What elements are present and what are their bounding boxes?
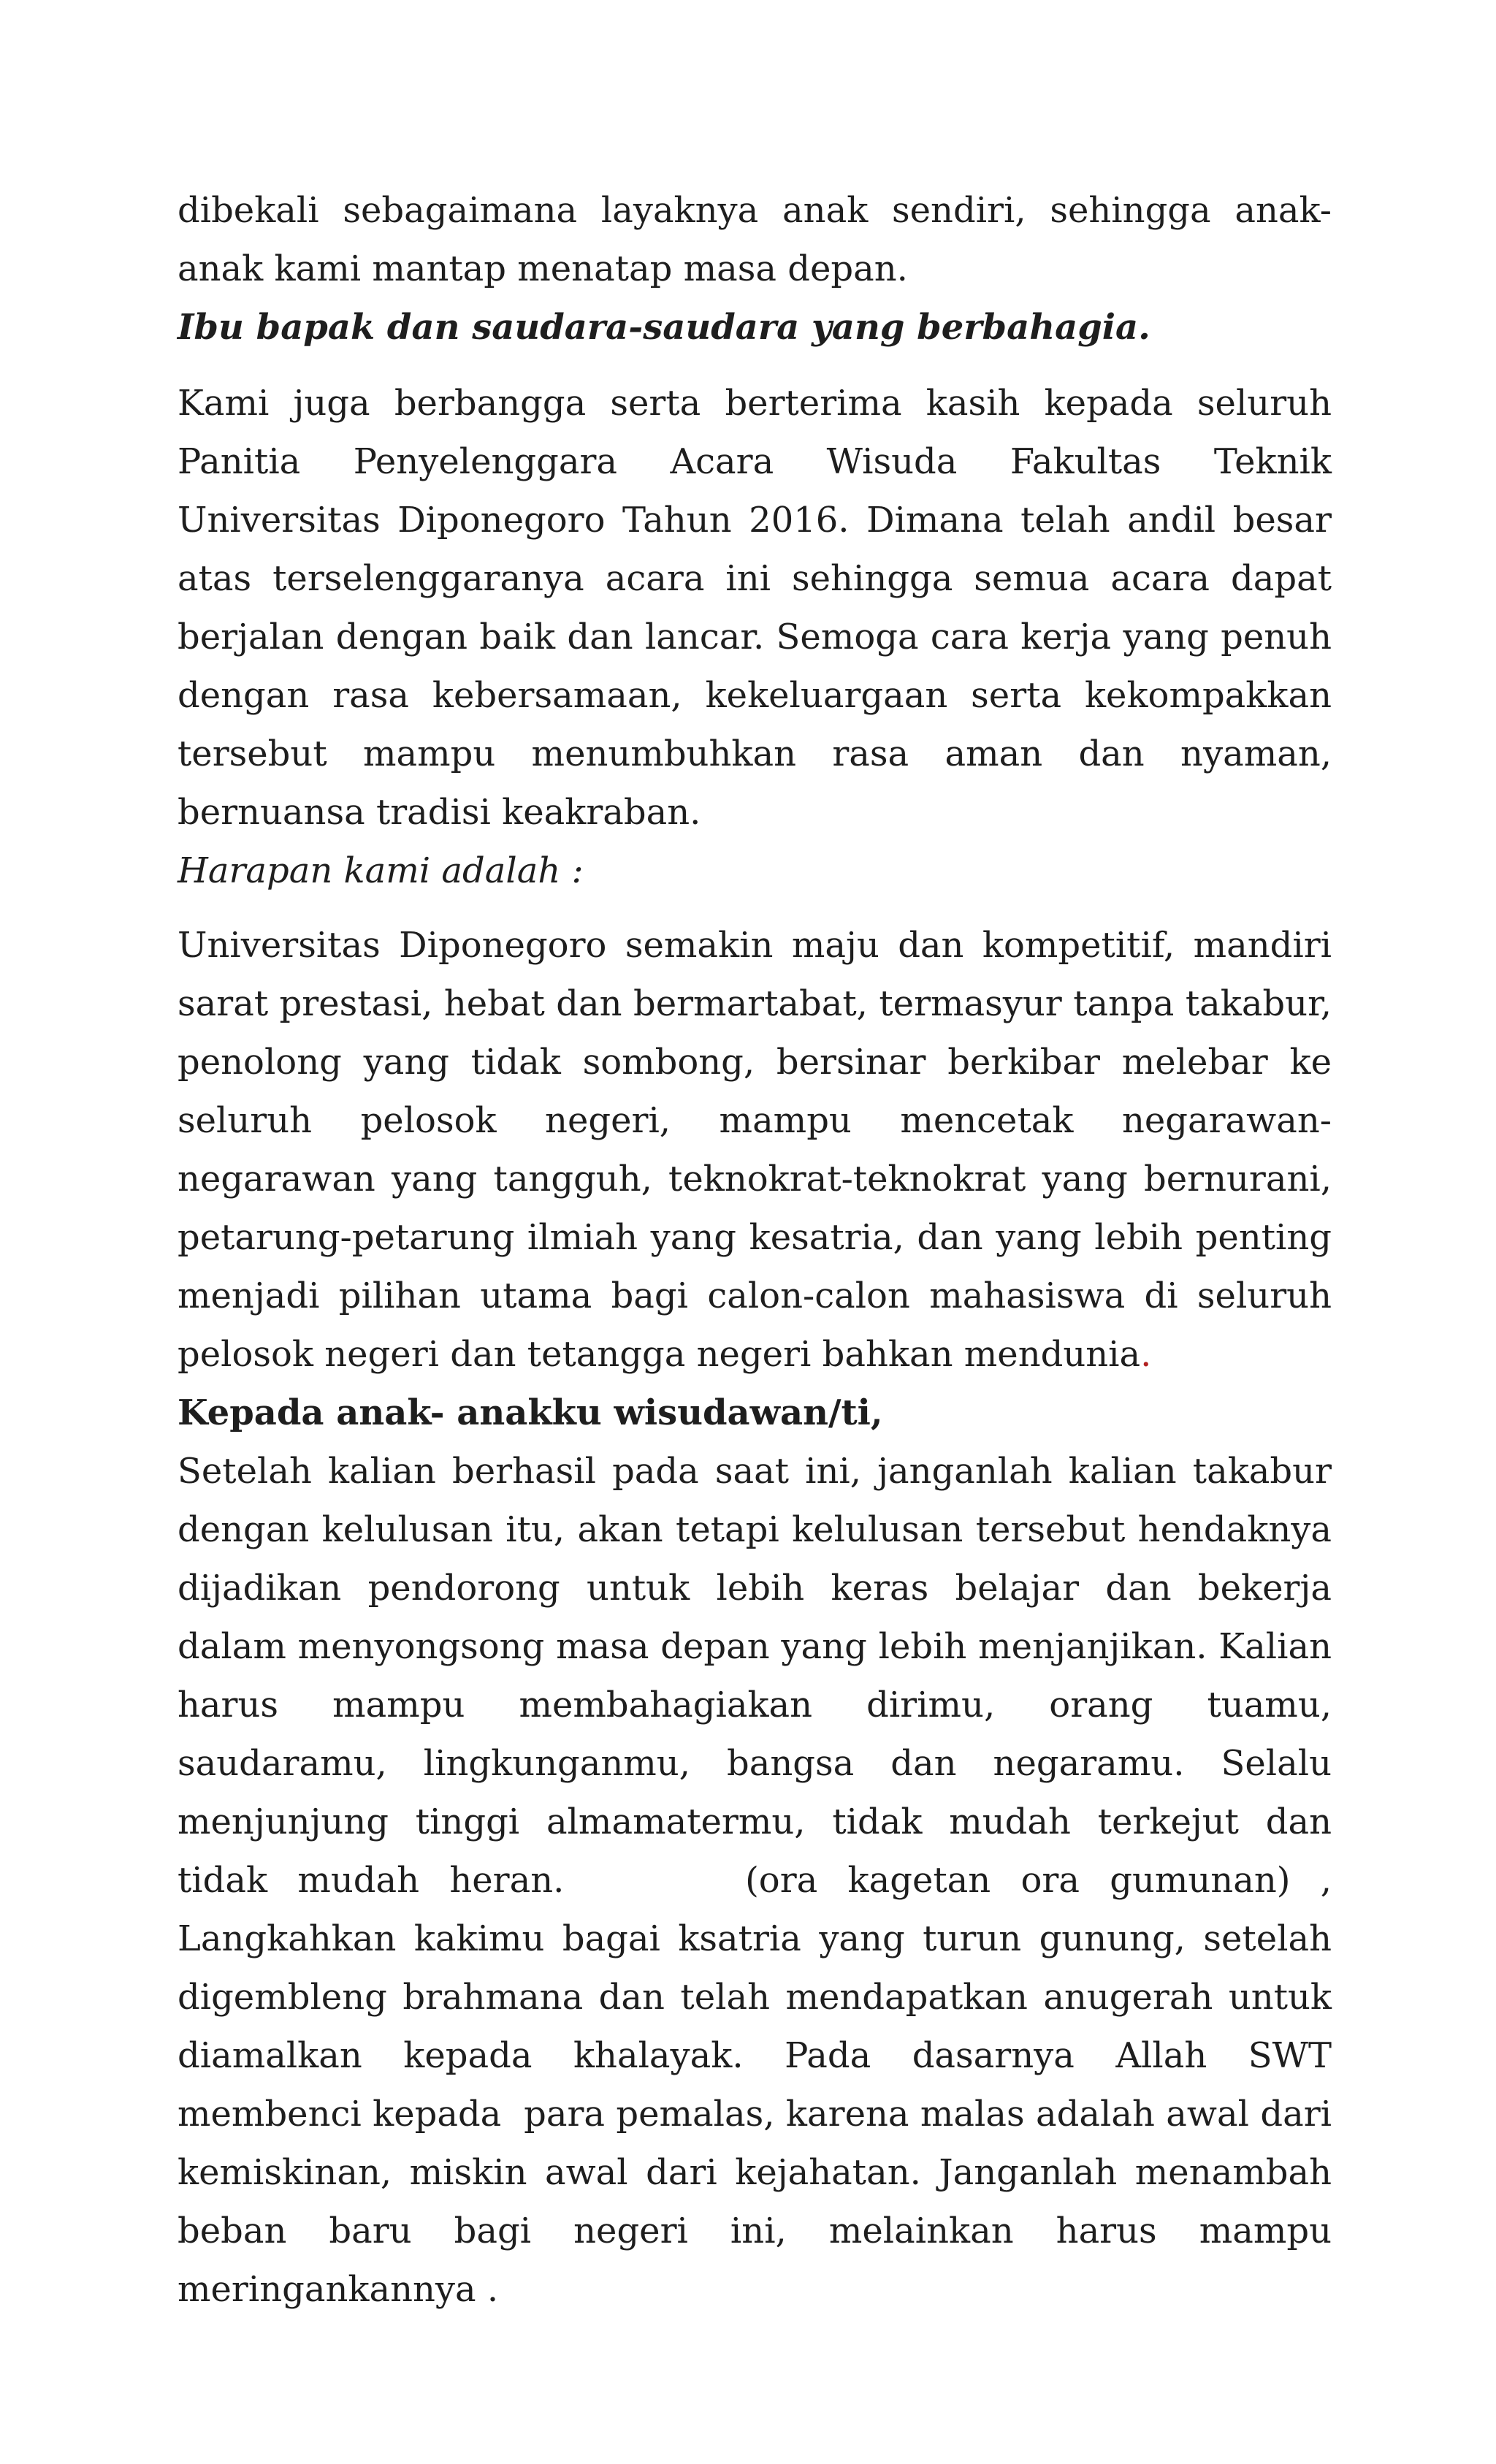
graduates-heading: Kepada anak- anakku wisudawan/ti, <box>178 1392 883 1433</box>
hope-paragraph-text: Universitas Diponegoro semakin maju dan kompetitif, mandiri sarat prestasi, hebat dan bermartabat, termasyur tanpa takabur, penolong yang tidak sombong, bersinar berkibar melebar ke seluruh pelosok negeri, mampu mencetak negarawan-negarawan yang tangguh, teknokrat-teknokrat yang bernurani, petarung-petarung ilmiah yang kesatria, dan yang lebih penting menjadi pilihan utama bagi calon-calon mahasiswa di seluruh pelosok negeri dan tetangga negeri bahkan mendunia <box>178 925 1332 1375</box>
thanks-paragraph: Kami juga berbangga serta berterima kasih kepada seluruh Panitia Penyelenggara Acara Wisuda Fakultas Teknik Universitas Diponegoro Tahun 2016. Dimana telah andil besar atas terselenggaranya acara ini sehingga semua acara dapat berjalan dengan baik dan lancar. Semoga cara kerja yang penuh dengan rasa kebersamaan, kekeluargaan serta kekompakkan tersebut mampu menumbuhkan rasa aman dan nyaman, bernuansa tradisi keakraban. <box>178 383 1332 833</box>
opening-paragraph: dibekali sebagaimana layaknya anak sendiri, sehingga anak- anak kami mantap menatap masa depan. <box>178 190 1332 289</box>
hope-paragraph <box>178 916 1332 1384</box>
greeting-heading: Ibu bapak dan saudara-saudara yang berbahagia. <box>178 307 1150 348</box>
hope-paragraph-end: . <box>1140 1334 1152 1375</box>
graduates-paragraph: Setelah kalian berhasil pada saat ini, janganlah kalian takabur dengan kelulusan itu, akan tetapi kelulusan tersebut hendaknya dijadikan pendorong untuk lebih keras belajar dan bekerja dalam menyongsong masa depan yang lebih menjanjikan. Kalian harus mampu membahagiakan dirimu, orang tuamu, saudaramu, lingkunganmu, bangsa dan negaramu. Selalu menjunjung tinggi almamatermu, tidak mudah terkejut dan tidak mudah heran. (ora kagetan ora gumunan) , Langkahkan kakimu bagai ksatria yang turun gunung, setelah digembleng brahmana dan telah mendapatkan anugerah untuk diamalkan kepada khalayak. Pada dasarnya Allah SWT membenci kepada para pemalas, karena malas adalah awal dari kemiskinan, miskin awal dari kejahatan. Janganlah menambah beban baru bagi negeri ini, melainkan harus mampu meringankannya . <box>178 1451 1343 2310</box>
page-content <box>178 181 1343 2319</box>
hope-heading: Harapan kami adalah : <box>178 850 584 891</box>
